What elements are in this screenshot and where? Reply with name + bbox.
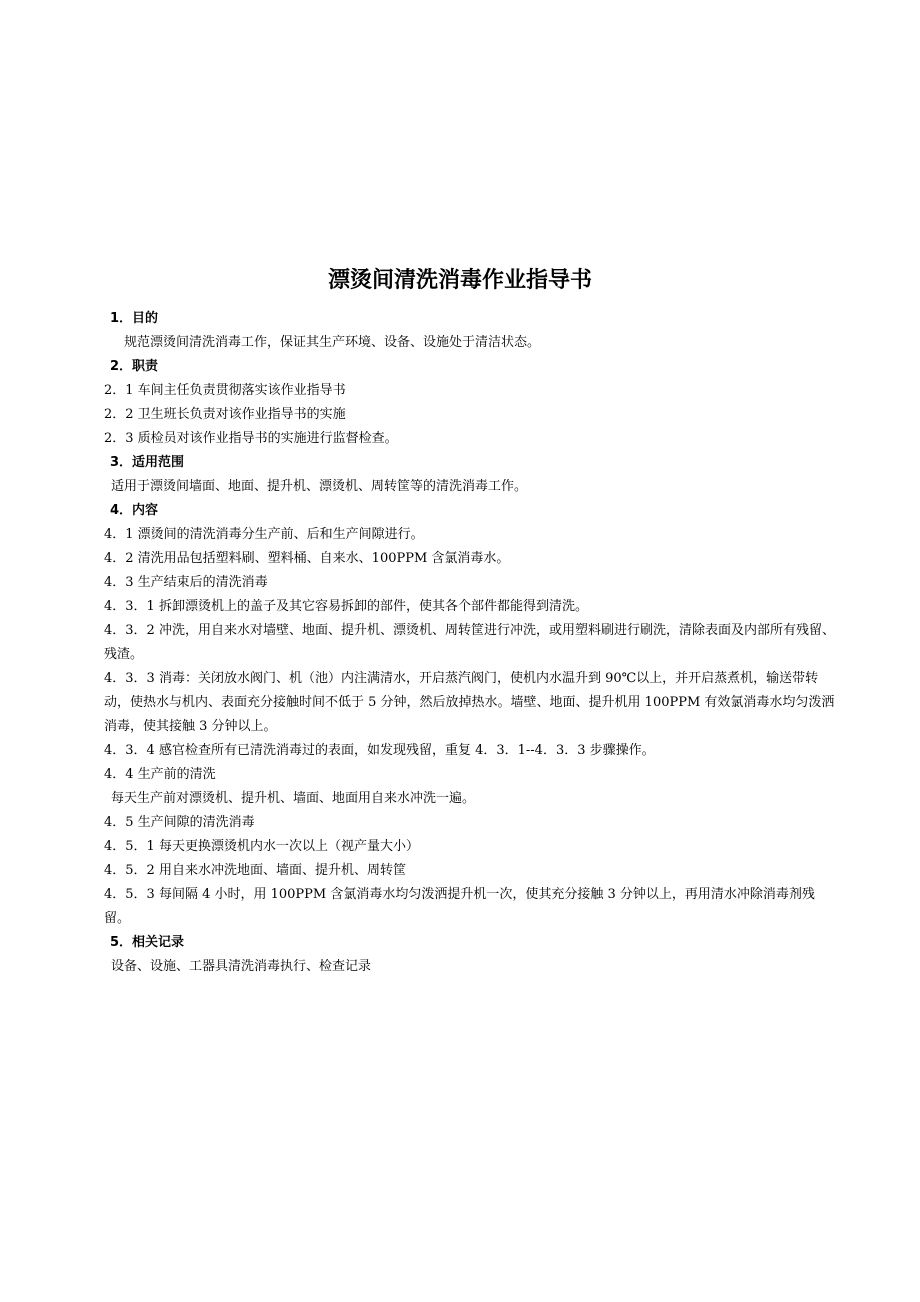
paragraph-line: 2．1 车间主任负责贯彻落实该作业指导书 <box>104 383 346 398</box>
paragraph-line: 4．5．1 每天更换漂烫机内水一次以上（视产量大小） <box>104 839 419 854</box>
paragraph-line: 适用于漂烫间墙面、地面、提升机、漂烫机、周转筐等的清洗消毒工作。 <box>111 479 528 494</box>
document-title: 漂烫间清洗消毒作业指导书 <box>327 268 592 293</box>
section-heading: 1．目的 <box>110 311 159 326</box>
section-heading: 2．职责 <box>110 359 159 374</box>
paragraph-line: 4．3．2 冲洗，用自来水对墙壁、地面、提升机、漂烫机、周转筐进行冲洗，或用塑料刷进行刷洗，清除表面及内部所有残留、残渣。 <box>104 623 835 662</box>
paragraph-line: 设备、设施、工器具清洗消毒执行、检查记录 <box>111 959 372 974</box>
document-body <box>84 307 836 979</box>
section-heading: 3．适用范围 <box>110 455 185 470</box>
section-heading: 5．相关记录 <box>110 935 185 950</box>
paragraph-line: 4．5．2 用自来水冲洗地面、墙面、提升机、周转筐 <box>104 863 406 878</box>
paragraph-line: 2．2 卫生班长负责对该作业指导书的实施 <box>104 407 346 422</box>
paragraph-line: 4．3．4 感官检查所有已清洗消毒过的表面，如发现残留，重复 4．3．1--4．3．3 步骤操作。 <box>104 743 655 758</box>
paragraph-line: 4．3．3 消毒：关闭放水阀门、机（池）内注满清水，开启蒸汽阀门，使机内水温升到 90℃以上，并开启蒸煮机，输送带转动，使热水与机内、表面充分接触时间不低于 5 分钟，然后放掉热水。墙壁、地面、提升机用 100PPM 有效氯消毒水均匀泼洒消毒，使其接触 3 分钟以上。 <box>104 671 835 734</box>
section-heading: 4．内容 <box>110 503 159 518</box>
paragraph-line: 4．5 生产间隙的清洗消毒 <box>104 815 255 830</box>
paragraph-line: 4．2 清洗用品包括塑料刷、塑料桶、自来水、100PPM 含氯消毒水。 <box>104 551 510 566</box>
paragraph-line: 4．5．3 每间隔 4 小时，用 100PPM 含氯消毒水均匀泼洒提升机一次，使其充分接触 3 分钟以上，再用清水冲除消毒剂残留。 <box>104 887 815 926</box>
paragraph-line: 4．4 生产前的清洗 <box>104 767 216 782</box>
paragraph-line: 4．3 生产结束后的清洗消毒 <box>104 575 268 590</box>
paragraph-line: 4．1 漂烫间的清洗消毒分生产前、后和生产间隙进行。 <box>104 527 424 542</box>
paragraph-line: 每天生产前对漂烫机、提升机、墙面、地面用自来水冲洗一遍。 <box>111 791 476 806</box>
paragraph-line: 规范漂烫间清洗消毒工作，保证其生产环境、设备、设施处于清洁状态。 <box>124 335 541 350</box>
paragraph-line: 4．3．1 拆卸漂烫机上的盖子及其它容易拆卸的部件，使其各个部件都能得到清洗。 <box>104 599 588 614</box>
paragraph-line: 2．3 质检员对该作业指导书的实施进行监督检查。 <box>104 431 398 446</box>
